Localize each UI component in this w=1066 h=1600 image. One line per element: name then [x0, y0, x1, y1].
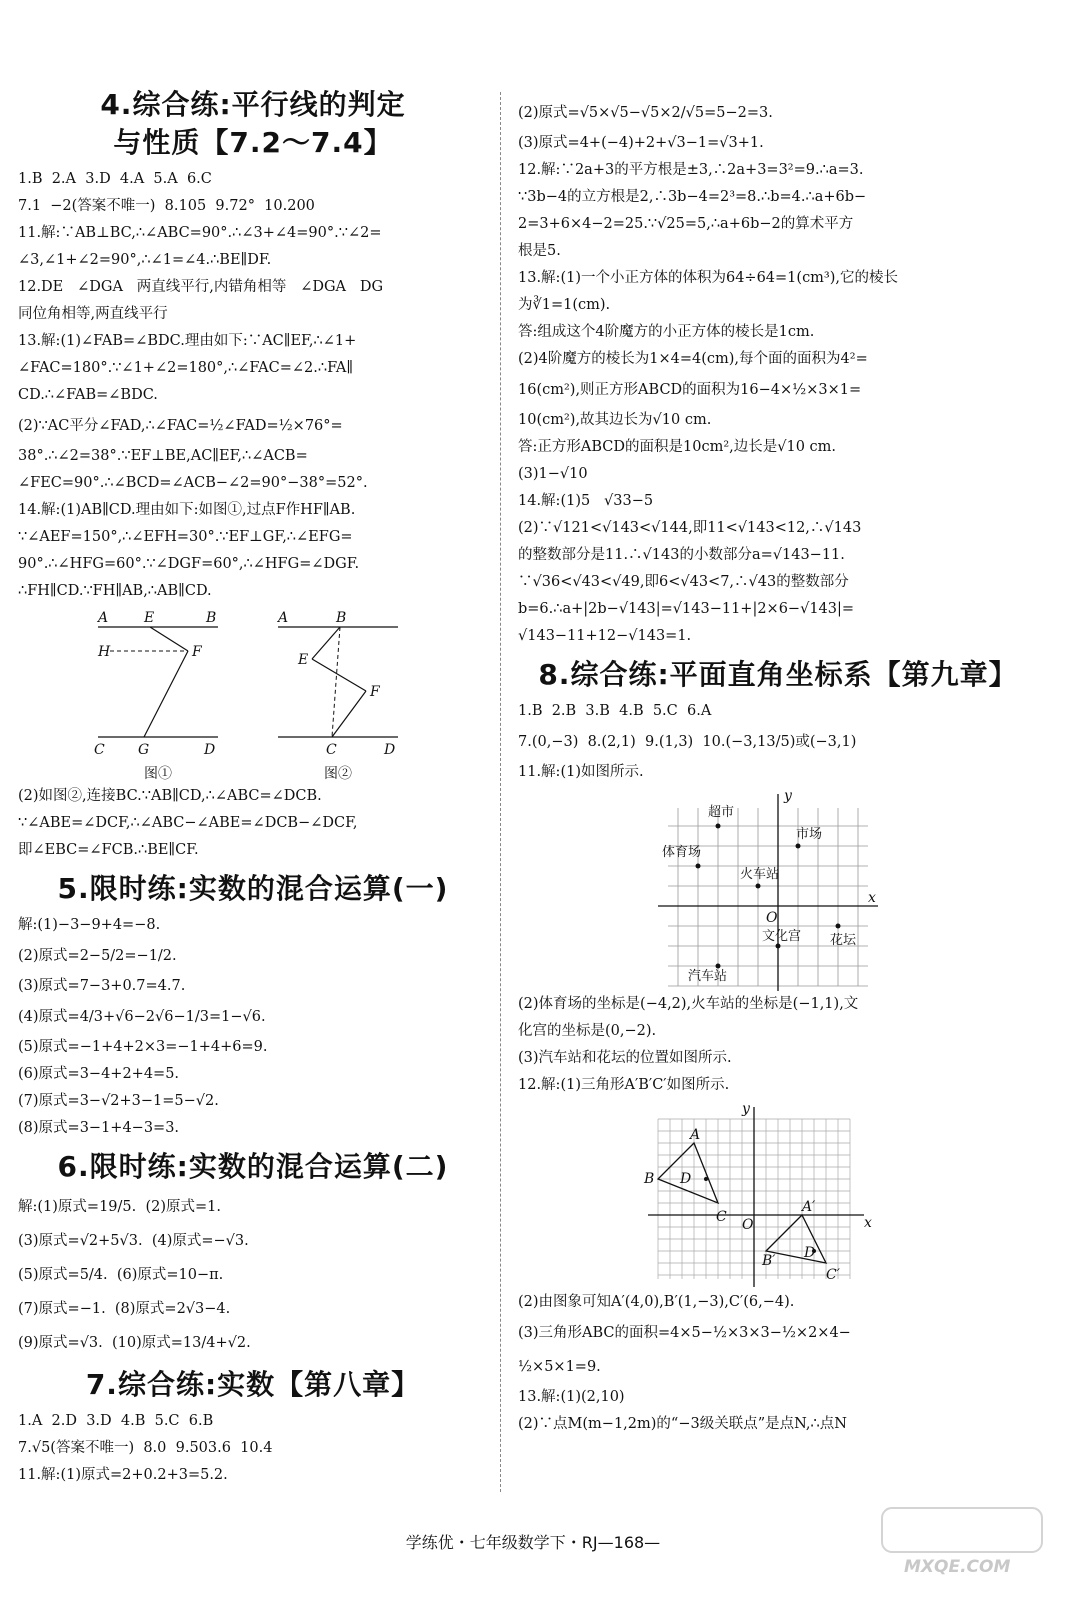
left-column [18, 80, 488, 1489]
answer-line: 答:正方形ABCD的面积是10cm²,边长是√10 cm. [518, 439, 837, 455]
answer-line: ∠3,∠1+∠2=90°,∴∠1=∠4.∴BE∥DF. [18, 252, 272, 268]
fig1-label: A [98, 610, 109, 626]
tri-axis-x: x [864, 1215, 872, 1231]
map-label-flower-bed: 花坛 [830, 933, 857, 948]
fig1-label: C [94, 742, 105, 758]
answer-line: ∠FEC=90°.∴∠BCD=∠ACB−∠2=90°−38°=52°. [18, 475, 368, 491]
answer-line: 11.解:(1)原式=2+0.2+3=5.2. [18, 1467, 228, 1483]
map-label-bus-station: 汽车站 [688, 969, 728, 984]
section-8-end [518, 1289, 1038, 1438]
answer-line: ∵√36<√43<√49,即6<√43<7,∴√43的整数部分 [518, 574, 849, 590]
answer-line: (2)∵点M(m−1,2m)的“−3级关联点”是点N,∴点N [518, 1416, 847, 1432]
answer-line: (8)原式=3−1+4−3=3. [18, 1120, 180, 1136]
fig2-label: D [384, 742, 396, 758]
answer-line: CD.∴∠FAB=∠BDC. [18, 387, 158, 403]
tri-label: B′ [762, 1253, 776, 1269]
column-divider [500, 92, 501, 1492]
answer-line: 1.A 2.D 3.D 4.B 5.C 6.B [18, 1413, 214, 1429]
answer-line: 化宫的坐标是(0,−2). [518, 1023, 657, 1039]
section-4-body [18, 166, 488, 605]
answer-line: 答:组成这个4阶魔方的小正方体的棱长是1cm. [518, 324, 815, 340]
answer-line: 12.解:(1)三角形A′B′C′如图所示. [518, 1077, 730, 1093]
answer-line: 13.解:(1)∠FAB=∠BDC.理由如下:∵AC∥EF,∴∠1+ [18, 333, 357, 349]
right-column [518, 96, 1038, 1438]
figure-2-diagram [268, 609, 408, 759]
answer-line: 为∛1=1(cm). [518, 297, 611, 313]
answer-line: 解:(1)原式=19/5. (2)原式=1. [18, 1199, 221, 1215]
fig1-label: E [144, 610, 155, 626]
answer-line: (4)原式=4/3+√6−2√6−1/3=1−√6. [18, 1009, 266, 1025]
answer-line: 2=3+6×4−2=25.∵√25=5,∴a+6b−2的算术平方 [518, 216, 854, 232]
figure-1 [88, 609, 228, 783]
fig2-label: A [278, 610, 289, 626]
answer-line: ∵∠ABE=∠DCF,∴∠ABC−∠ABE=∠DCB−∠DCF, [18, 815, 358, 831]
answer-line: ∵∠AEF=150°,∴∠EFH=30°.∵EF⊥GF,∴∠EFG= [18, 529, 353, 545]
answer-line: 90°.∴∠HFG=60°.∵∠DGF=60°,∴∠HFG=∠DGF. [18, 556, 360, 572]
section-8-title: 8.综合练:平面直角坐标系【第九章】 [538, 658, 1018, 691]
answer-line: (5)原式=5/4. (6)原式=10−π. [18, 1267, 224, 1283]
answer-line: (3)汽车站和花坛的位置如图所示. [518, 1050, 732, 1066]
answer-line: 同位角相等,两直线平行 [18, 306, 168, 322]
answer-line: (2)原式=√5×√5−√5×2/√5=5−2=3. [518, 105, 773, 121]
section-8-mid [518, 991, 1038, 1099]
answer-line: 14.解:(1)5 √33−5 [518, 493, 654, 509]
answer-line: (5)原式=−1+4+2×3=−1+4+6=9. [18, 1039, 268, 1055]
figure-2 [268, 609, 408, 783]
answer-line: (3)三角形ABC的面积=4×5−½×3×3−½×2×4− [518, 1325, 851, 1341]
fig1-label: H [98, 644, 111, 660]
answer-line: ∵3b−4的立方根是2,∴3b−4=2³=8.∴b=4.∴a+6b− [518, 189, 867, 205]
answer-line: 的整数部分是11.∴√143的小数部分a=√143−11. [518, 547, 845, 563]
answer-line: 16(cm²),则正方形ABCD的面积为16−4×½×3×1= [518, 382, 862, 398]
answer-line: 1.B 2.B 3.B 4.B 5.C 6.A [518, 703, 712, 719]
answer-line: (3)1−√10 [518, 466, 588, 482]
map-label-market: 市场 [796, 827, 823, 842]
triangle-grid-figure [638, 1099, 878, 1289]
tri-origin: O [742, 1217, 754, 1233]
page-footer: 学练优・七年级数学下・RJ—168— [405, 1533, 661, 1552]
map-label-culture-palace: 文化宫 [762, 929, 802, 944]
tri-label: B [644, 1171, 655, 1187]
section-7-title: 7.综合练:实数【第八章】 [85, 1368, 421, 1401]
section-6-body [18, 1190, 488, 1360]
answer-line: √143−11+12−√143=1. [518, 628, 692, 644]
answer-line: (2)原式=2−5/2=−1/2. [18, 948, 177, 964]
tri-label: D [680, 1171, 692, 1187]
answer-line: 12.解:∵2a+3的平方根是±3,∴2a+3=3²=9.∴a=3. [518, 162, 864, 178]
answer-line: b=6.∴a+|2b−√143|=√143−11+|2×6−√143|= [518, 601, 855, 617]
section-4-title-line2: 与性质【7.2～7.4】 [113, 126, 393, 159]
answer-line: (9)原式=√3. (10)原式=13/4+√2. [18, 1335, 251, 1351]
section-4-title-line1: 4.综合练:平行线的判定 [100, 88, 406, 121]
answer-line: 13.解:(1)(2,10) [518, 1389, 625, 1405]
tri-label: A′ [802, 1199, 816, 1215]
section-7-body [18, 1408, 488, 1489]
answer-line: 7.1 −2(答案不唯一) 8.105 9.72° 10.200 [18, 198, 315, 214]
fig1-label: G [138, 742, 150, 758]
answer-line: (2)∵√121<√143<√144,即11<√143<12,∴√143 [518, 520, 862, 536]
map-origin: O [766, 910, 778, 926]
tri-label: C [716, 1209, 727, 1225]
answer-line: (2)4阶魔方的棱长为1×4=4(cm),每个面的面积为4²= [518, 351, 868, 367]
map-label-stadium: 体育场 [662, 845, 702, 860]
tri-axis-y: y [742, 1101, 750, 1117]
section-8-body [518, 698, 1038, 786]
answer-line: 解:(1)−3−9+4=−8. [18, 917, 161, 933]
map-axis-x: x [868, 890, 876, 906]
tri-label: C′ [826, 1267, 840, 1283]
answer-line: 根是5. [518, 243, 561, 259]
fig1-label: D [204, 742, 216, 758]
map-label-train-station: 火车站 [740, 867, 780, 882]
answer-line: (2)由图象可知A′(4,0),B′(1,−3),C′(6,−4). [518, 1294, 795, 1310]
answer-line: (2)体育场的坐标是(−4,2),火车站的坐标是(−1,1),文 [518, 996, 859, 1012]
answer-line: 38°.∴∠2=38°.∵EF⊥BE,AC∥EF,∴∠ACB= [18, 448, 308, 464]
section-5-body [18, 912, 488, 1142]
answer-line: (7)原式=3−√2+3−1=5−√2. [18, 1093, 219, 1109]
answer-line: ∠FAC=180°.∵∠1+∠2=180°,∴∠FAC=∠2.∴FA∥ [18, 360, 354, 376]
figure-1-diagram [88, 609, 228, 759]
figure-2-caption: 图② [324, 766, 352, 782]
answer-line: (3)原式=4+(−4)+2+√3−1=√3+1. [518, 135, 764, 151]
section-6-title: 6.限时练:实数的混合运算(二) [57, 1150, 449, 1183]
answer-line: ∴FH∥CD.∵FH∥AB,∴AB∥CD. [18, 583, 212, 599]
map-label-supermarket: 超市 [708, 805, 735, 820]
answer-line: 11.解:∵AB⊥BC,∴∠ABC=90°.∴∠3+∠4=90°.∵∠2= [18, 225, 382, 241]
answer-line: 1.B 2.A 3.D 4.A 5.A 6.C [18, 171, 212, 187]
answer-line: (6)原式=3−4+2+4=5. [18, 1066, 180, 1082]
map-grid-figure [658, 786, 888, 991]
tri-label: A [690, 1127, 701, 1143]
answer-line: (3)原式=7−3+0.7=4.7. [18, 978, 186, 994]
fig2-label: B [336, 610, 347, 626]
answer-line: 7.√5(答案不唯一) 8.0 9.503.6 10.4 [18, 1440, 273, 1456]
watermark-logo [878, 1502, 1048, 1582]
section-5-title: 5.限时练:实数的混合运算(一) [57, 872, 449, 905]
fig1-label: F [192, 644, 202, 660]
fig1-label: B [206, 610, 217, 626]
answer-line: 11.解:(1)如图所示. [518, 764, 644, 780]
tri-label: D [804, 1245, 816, 1261]
figure-1-caption: 图① [144, 766, 172, 782]
watermark-text: MXQE.COM [904, 1557, 1011, 1577]
answer-line: 14.解:(1)AB∥CD.理由如下:如图①,过点F作HF∥AB. [18, 502, 356, 518]
answer-line: (7)原式=−1. (8)原式=2√3−4. [18, 1301, 231, 1317]
answer-line: (2)∵AC平分∠FAD,∴∠FAC=½∠FAD=½×76°= [18, 418, 343, 434]
right-top-body [518, 96, 1038, 650]
geometry-figures [88, 609, 488, 783]
fig2-label: E [298, 652, 309, 668]
answer-line: 13.解:(1)一个小正方体的体积为64÷64=1(cm³),它的棱长 [518, 270, 899, 286]
answer-line: 7.(0,−3) 8.(2,1) 9.(1,3) 10.(−3,13/5)或(−3,1) [518, 734, 857, 750]
answer-line: (3)原式=√2+5√3. (4)原式=−√3. [18, 1233, 249, 1249]
answer-line: 12.DE ∠DGA 两直线平行,内错角相等 ∠DGA DG [18, 279, 384, 295]
fig2-label: F [370, 684, 380, 700]
map-axis-y: y [784, 788, 792, 804]
answer-line: 10(cm²),故其边长为√10 cm. [518, 412, 712, 428]
fig2-label: C [326, 742, 337, 758]
answer-line: ½×5×1=9. [518, 1359, 601, 1375]
answer-line: (2)如图②,连接BC.∵AB∥CD,∴∠ABC=∠DCB. [18, 788, 322, 804]
answer-line: 即∠EBC=∠FCB.∴BE∥CF. [18, 842, 199, 858]
section-4-after [18, 783, 488, 864]
